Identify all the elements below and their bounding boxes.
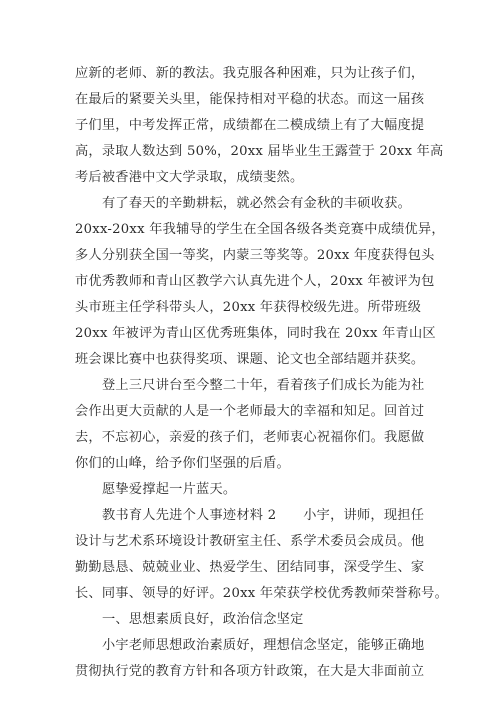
text-line: 考后被香港中文大学录取，成绩斐然。 (75, 170, 304, 185)
text-line: 你们的山峰，给予你们坚强的后盾。 (75, 456, 290, 471)
text-line: 会作出更大贡献的人是一个老师最大的幸福和知足。回首过 (75, 404, 425, 419)
text-line: 班会课比赛中也获得奖项、课题、论文也全部结题并获奖。 (75, 352, 425, 367)
text-line: 20xx-20xx 年我辅导的学生在全国各级各类竞赛中成绩优异， (75, 222, 445, 237)
text-line: 设计与艺术系环境设计教研室主任、系学术委员会成员。他 (75, 534, 425, 549)
text-line: 20xx 年被评为青山区优秀班集体，同时我在 20xx 年青山区 (75, 326, 436, 341)
text-line: 勤勤恳恳、兢兢业业、热爱学生、团结同事，深受学生、家 (75, 560, 425, 575)
text-line: 愿挚爱撑起一片蓝天。 (102, 482, 237, 497)
text-line: 一、思想素质良好，政治信念坚定 (102, 612, 304, 627)
text-line: 头市班主任学科带头人，20xx 年获得校级先进。所带班级 (75, 300, 422, 315)
text-line: 登上三尺讲台至今整二十年，看着孩子们成长为能为社 (102, 378, 425, 393)
text-line: 子们里，中考发挥正常，成绩都在二模成绩上有了大幅度提 (75, 118, 425, 133)
text-line: 教书育人先进个人事迹材料 2 小宇，讲师，现担任 (102, 508, 425, 523)
text-line: 去，不忘初心，亲爱的孩子们，老师衷心祝福你们。我愿做 (75, 430, 425, 445)
text-line: 小宇老师思想政治素质好，理想信念坚定，能够正确地 (102, 638, 425, 653)
text-line: 高，录取人数达到 50%，20xx 届毕业生王露萱于 20xx 年高 (75, 144, 444, 159)
document-body (75, 61, 449, 685)
text-line: 有了春天的辛勤耕耘，就必然会有金秋的丰硕收获。 (102, 196, 412, 211)
text-line: 长、同事、领导的好评。20xx 年荣获学校优秀教师荣誉称号。 (75, 586, 449, 601)
text-line: 贯彻执行党的教育方针和各项方针政策，在大是大非面前立 (75, 664, 425, 679)
text-line: 多人分别获全国一等奖，内蒙三等奖等。20xx 年度获得包头 (75, 248, 435, 263)
text-line: 市优秀教师和青山区教学六认真先进个人，20xx 年被评为包 (75, 274, 435, 289)
text-line: 在最后的紧要关头里，能保持相对平稳的状态。而这一届孩 (75, 92, 425, 107)
text-line: 应新的老师、新的教法。我克服各种困难，只为让孩子们， (75, 66, 425, 81)
